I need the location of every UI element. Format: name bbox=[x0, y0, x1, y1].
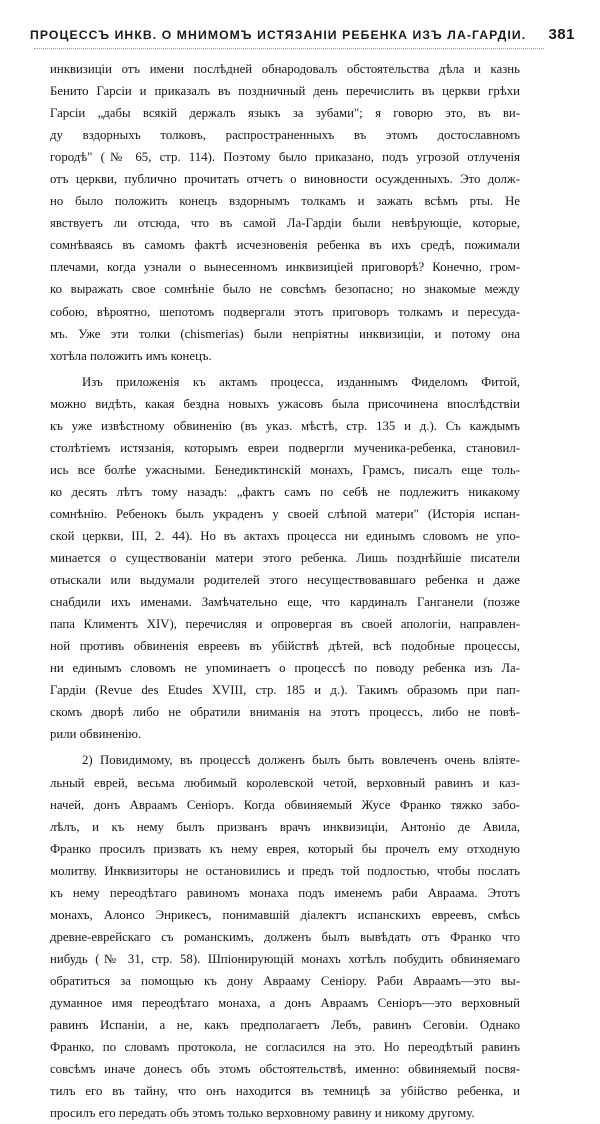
body-text bbox=[50, 58, 520, 1124]
text-line: Гарсіи „дабы всякій держалъ языкъ за зубами"; я говорю это, въ ви- bbox=[50, 106, 520, 121]
paragraph bbox=[50, 58, 520, 367]
text-line: ду вздорныхъ толковъ, распространенныхъ въ этомъ достославномъ bbox=[50, 128, 520, 143]
text-line: просилъ его передать объ этомъ только верховному равину и никому другому. bbox=[50, 1106, 475, 1121]
text-line: сомнѣнію. Ребенокъ былъ украденъ у своей слѣпой матери" (Исторія испан- bbox=[50, 506, 520, 521]
text-line: молитву. Инквизиторы не остановились и предъ той подлостью, чтобы послать bbox=[50, 863, 520, 878]
text-line: городѣ" (№ 65, стр. 114). Поэтому было приказано, подъ угрозой отлученія bbox=[50, 150, 520, 165]
text-line: нибудь (№ 31, стр. 58). Шпіонирующій монахъ хотѣлъ побудить обвиняемаго bbox=[50, 951, 520, 966]
text-line: отыскали или выдумали родителей этого несуществовавшаго ребенка и даже bbox=[50, 573, 520, 588]
text-line: рили обвиненію. bbox=[50, 727, 142, 742]
text-line: ной противъ обвиненія евреевъ въ убійствѣ дѣтей, всѣ подобные процессы, bbox=[50, 639, 520, 654]
text-line: скомъ дворѣ либо не обратили вниманія на этотъ процессъ, либо не повѣ- bbox=[50, 705, 520, 720]
text-line: думанное имя переодѣтаго монаха, а донъ Авраамъ Сеніоръ—это верховный bbox=[50, 995, 520, 1010]
text-line: Франко просилъ призвать къ нему еврея, который бы прочелъ ему отходную bbox=[50, 841, 520, 856]
text-line: сомнѣваясь въ самомъ фактѣ исчезновенія ребенка въ ихъ средѣ, пожимали bbox=[50, 238, 520, 253]
text-line: къ уже извѣстному обвиненію (въ указ. мѣстѣ, стр. 135 и д.). Съ каждымъ bbox=[50, 418, 520, 433]
text-line: равинъ Испаніи, а не, какъ предполагаетъ Лебъ, равинъ Сеговіи. Однако bbox=[50, 1018, 520, 1033]
running-head-title: ПРОЦЕССЪ ИНКВ. О МНИМОМЪ ИСТЯЗАНІИ РЕБЕНКА ИЗЪ ЛА-ГАРДІИ. bbox=[30, 28, 527, 42]
text-line: папа Климентъ XIV), перечисляя и опровергая въ своей апологіи, направлен- bbox=[50, 617, 520, 632]
text-line: явствуетъ ли отсюда, что въ самой Ла-Гардіи были невѣрующіе, которые, bbox=[50, 216, 520, 231]
text-line: хотѣла положить имъ конецъ. bbox=[50, 348, 212, 363]
text-line: льный еврей, весьма любимый королевской четой, верховный равинъ и каз- bbox=[50, 775, 520, 790]
text-line: снабдили ихъ именами. Замѣчательно еще, что кардиналъ Ганганели (позже bbox=[50, 595, 520, 610]
paragraph bbox=[50, 371, 520, 746]
text-line: совсѣмъ иначе донесъ объ этомъ обстоятельствѣ, именно: обвиняемый посвя- bbox=[50, 1062, 520, 1077]
text-line: плечами, когда узнали о вынесенномъ инквизиціей приговорѣ? Конечно, гром- bbox=[50, 260, 520, 275]
text-line: инквизиціи отъ имени послѣдней обнародовалъ обстоятельства дѣла и казнь bbox=[50, 62, 520, 76]
text-line: мъ. Уже эти толки (chismerias) были непріятны инквизиціи, и потому она bbox=[50, 326, 520, 341]
header-divider bbox=[34, 48, 544, 49]
text-line: можно видѣть, какая бездна новыхъ ужасовъ была присочинена впослѣдствіи bbox=[50, 396, 520, 411]
page-number: 381 bbox=[548, 26, 575, 43]
text-line: Изъ приложенія къ актамъ процесса, изданнымъ Фиделомъ Фитой, bbox=[82, 374, 520, 389]
text-line: отъ церкви, публично прочитать отчетъ о виновности осужденныхъ. Это долж- bbox=[50, 172, 520, 187]
text-line: ко десять лѣтъ тому назадъ: „фактъ самъ по себѣ не подлежитъ никакому bbox=[50, 484, 520, 499]
text-line: обратиться за помощью къ дону Аврааму Сеніору. Раби Авраамъ—это вы- bbox=[50, 973, 520, 988]
text-line: монахъ, Алонсо Энрикесъ, понимавшій діалектъ испанскихъ евреевъ, смѣсь bbox=[50, 907, 520, 922]
text-line: древне-еврейскаго съ романскимъ, долженъ былъ вывѣдать отъ Франко что bbox=[50, 929, 520, 944]
text-line: ко выражать свое сомнѣніе было не совсѣмъ безопасно; но знакомые между bbox=[50, 282, 520, 297]
text-line: Бенито Гарсіи и приказалъ въ поздничный день перечислить въ церкви грѣхи bbox=[50, 84, 520, 99]
text-line: начей, донъ Авраамъ Сеніоръ. Когда обвиняемый Жусе Франко тяжко забо- bbox=[50, 797, 520, 812]
text-line: Гардіи (Revue des Etudes XVIII, стр. 185 и д.). Такимъ образомъ при пап- bbox=[50, 683, 520, 698]
text-line: но было положить конецъ вздорнымъ толкамъ и зажать всѣмъ рты. Не bbox=[50, 194, 520, 209]
text-line: минается о существованіи матери этого ребенка. Лишь позднѣйшіе писатели bbox=[50, 551, 520, 566]
text-line: собою, вѣроятно, шепотомъ подвергали этотъ приговоръ толкамъ и пересуда- bbox=[50, 304, 520, 319]
text-line: лѣлъ, и къ нему былъ призванъ врачъ инквизиціи, Антоніо де Авила, bbox=[50, 819, 520, 834]
text-line: къ нему переодѣтаго равиномъ монаха подъ именемъ раби Авраама. Этотъ bbox=[50, 885, 520, 900]
text-line: столѣтіемъ истязанія, которымъ евреи подвергли мученика-ребенка, становил- bbox=[50, 440, 520, 455]
text-line: ской церкви, III, 2. 44). Но въ актахъ процесса ни единымъ словомъ не упо- bbox=[50, 528, 520, 543]
text-line: тилъ его въ тайну, что онъ находится въ темницѣ за убійство ребенка, и bbox=[50, 1084, 520, 1099]
text-line: ись все болѣе ужасными. Бенедиктинскій монахъ, Грамсъ, писалъ еще толь- bbox=[50, 462, 520, 477]
text-line: ни единымъ словомъ не упоминаетъ о процессѣ по поводу ребенка изъ Ла- bbox=[50, 661, 520, 676]
paragraph bbox=[50, 749, 520, 1124]
text-line: Франко, по словамъ протокола, не согласился на это. Но переодѣтый равинъ bbox=[50, 1040, 520, 1055]
text-line: 2) Повидимому, въ процессѣ долженъ былъ быть вовлеченъ очень вліяте- bbox=[82, 753, 520, 768]
